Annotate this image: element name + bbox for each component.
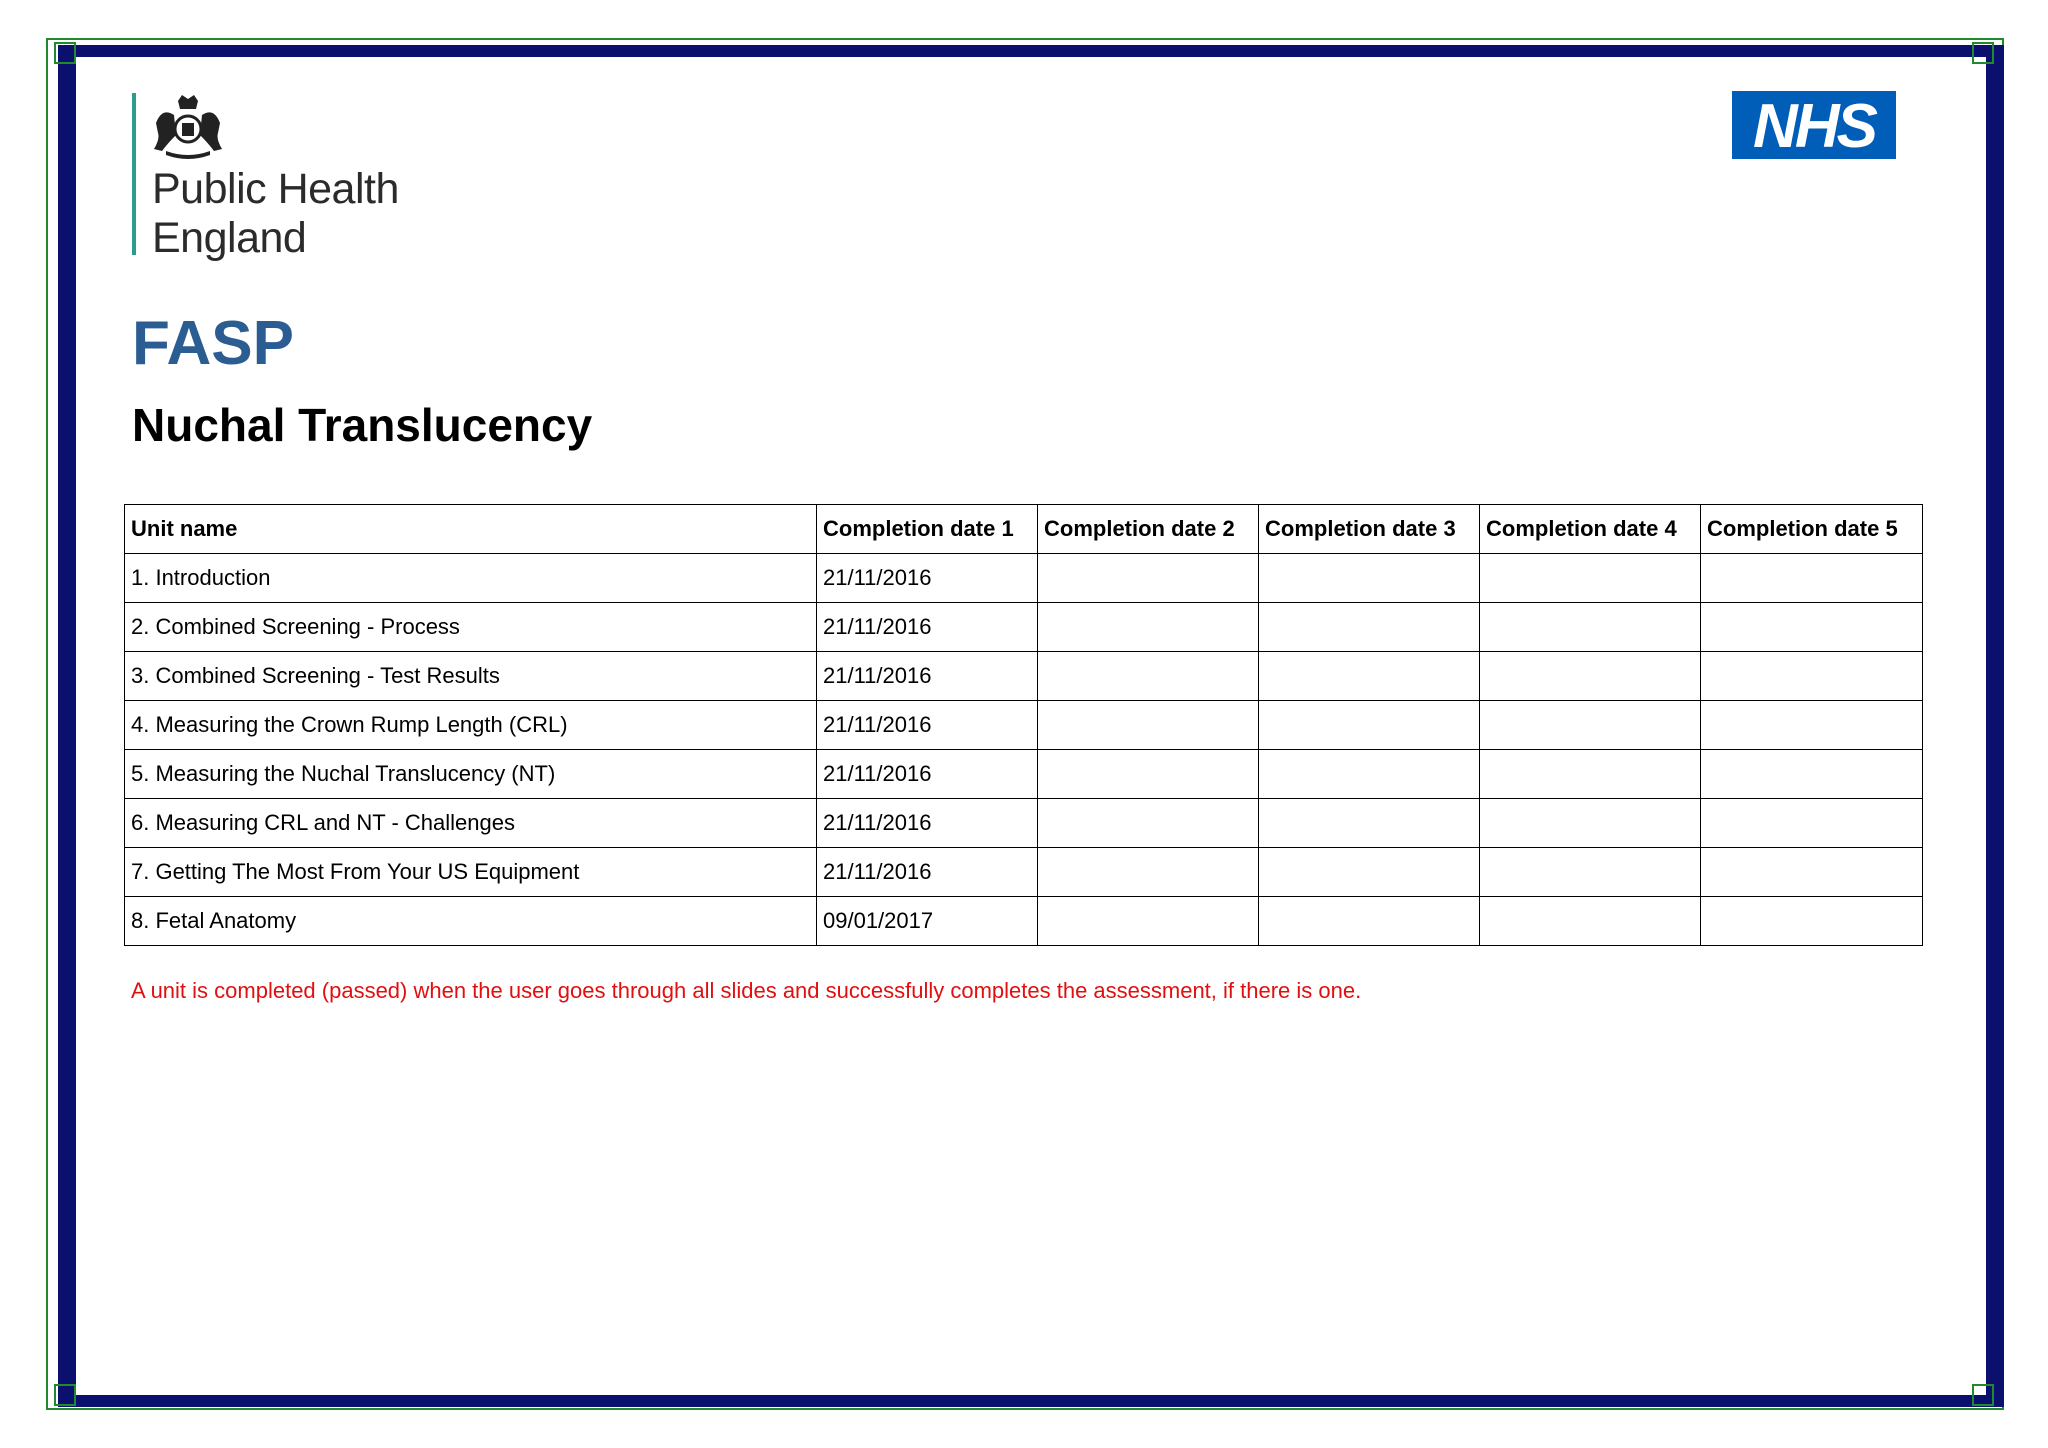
completion-date-cell bbox=[1038, 799, 1259, 848]
border-green-left bbox=[46, 38, 48, 1410]
completion-date-cell bbox=[1701, 799, 1923, 848]
unit-name-cell: 1. Introduction bbox=[125, 554, 817, 603]
unit-name-cell: 4. Measuring the Crown Rump Length (CRL) bbox=[125, 701, 817, 750]
border-green-top bbox=[46, 38, 2004, 40]
completion-date-cell bbox=[1480, 652, 1701, 701]
header-completion-date-5: Completion date 5 bbox=[1701, 505, 1923, 554]
unit-name-cell: 8. Fetal Anatomy bbox=[125, 897, 817, 946]
corner-ornament-tr bbox=[1972, 42, 1994, 64]
completion-date-cell: 21/11/2016 bbox=[817, 603, 1038, 652]
table-row bbox=[125, 554, 1923, 603]
completion-date-cell bbox=[1480, 701, 1701, 750]
completion-date-cell bbox=[1259, 799, 1480, 848]
completion-date-cell: 21/11/2016 bbox=[817, 701, 1038, 750]
completion-date-cell bbox=[1701, 652, 1923, 701]
phe-name-line1: Public Health bbox=[152, 165, 399, 213]
header-completion-date-2: Completion date 2 bbox=[1038, 505, 1259, 554]
completion-footnote: A unit is completed (passed) when the user goes through all slides and successfully completes the assessment, if there is one. bbox=[131, 978, 1362, 1003]
corner-ornament-bl bbox=[54, 1384, 76, 1406]
completion-date-cell bbox=[1038, 701, 1259, 750]
completion-date-cell: 09/01/2017 bbox=[817, 897, 1038, 946]
royal-crest-icon bbox=[148, 93, 228, 159]
phe-name-line2: England bbox=[152, 214, 307, 262]
completion-date-cell bbox=[1480, 897, 1701, 946]
unit-name-cell: 7. Getting The Most From Your US Equipment bbox=[125, 848, 817, 897]
table-row bbox=[125, 897, 1923, 946]
completion-date-cell: 21/11/2016 bbox=[817, 799, 1038, 848]
completion-date-cell bbox=[1038, 750, 1259, 799]
completion-date-cell bbox=[1038, 897, 1259, 946]
table-row bbox=[125, 799, 1923, 848]
corner-ornament-tl bbox=[54, 42, 76, 64]
completion-date-cell bbox=[1259, 652, 1480, 701]
nhs-logo-text: NHS bbox=[1753, 92, 1875, 159]
header-completion-date-1: Completion date 1 bbox=[817, 505, 1038, 554]
completion-date-cell bbox=[1259, 750, 1480, 799]
completion-date-cell bbox=[1259, 603, 1480, 652]
table-row bbox=[125, 750, 1923, 799]
phe-logo bbox=[132, 93, 432, 263]
completion-date-cell bbox=[1480, 799, 1701, 848]
nhs-logo bbox=[1732, 91, 1896, 159]
completion-date-cell bbox=[1701, 897, 1923, 946]
completion-date-cell: 21/11/2016 bbox=[817, 554, 1038, 603]
unit-name-cell: 6. Measuring CRL and NT - Challenges bbox=[125, 799, 817, 848]
unit-name-cell: 2. Combined Screening - Process bbox=[125, 603, 817, 652]
completion-date-cell bbox=[1259, 701, 1480, 750]
completion-date-cell: 21/11/2016 bbox=[817, 848, 1038, 897]
header-completion-date-4: Completion date 4 bbox=[1480, 505, 1701, 554]
page-title: FASP bbox=[132, 309, 294, 378]
completion-date-cell bbox=[1480, 603, 1701, 652]
table-row bbox=[125, 701, 1923, 750]
table-row bbox=[125, 603, 1923, 652]
completion-date-cell bbox=[1701, 750, 1923, 799]
completion-date-cell bbox=[1259, 554, 1480, 603]
header-completion-date-3: Completion date 3 bbox=[1259, 505, 1480, 554]
completion-date-cell bbox=[1701, 603, 1923, 652]
completion-date-cell bbox=[1259, 848, 1480, 897]
completion-date-cell bbox=[1480, 848, 1701, 897]
completion-date-cell bbox=[1038, 603, 1259, 652]
header-unit-name: Unit name bbox=[125, 505, 817, 554]
completion-date-cell bbox=[1038, 554, 1259, 603]
unit-name-cell: 3. Combined Screening - Test Results bbox=[125, 652, 817, 701]
completion-date-cell bbox=[1701, 701, 1923, 750]
phe-logo-bar bbox=[132, 93, 136, 255]
phe-logo-text bbox=[152, 165, 399, 263]
table-row bbox=[125, 652, 1923, 701]
border-green-bottom bbox=[46, 1408, 2004, 1410]
unit-completion-table bbox=[124, 504, 1923, 946]
completion-date-cell bbox=[1259, 897, 1480, 946]
completion-date-cell bbox=[1701, 848, 1923, 897]
completion-date-cell bbox=[1701, 554, 1923, 603]
corner-ornament-br bbox=[1972, 1384, 1994, 1406]
completion-date-cell bbox=[1480, 750, 1701, 799]
completion-date-cell bbox=[1038, 848, 1259, 897]
completion-date-cell: 21/11/2016 bbox=[817, 750, 1038, 799]
completion-date-cell bbox=[1480, 554, 1701, 603]
page-subtitle: Nuchal Translucency bbox=[132, 399, 593, 451]
table-row bbox=[125, 848, 1923, 897]
completion-date-cell bbox=[1038, 652, 1259, 701]
unit-name-cell: 5. Measuring the Nuchal Translucency (NT) bbox=[125, 750, 817, 799]
table-header-row bbox=[125, 505, 1923, 554]
completion-date-cell: 21/11/2016 bbox=[817, 652, 1038, 701]
